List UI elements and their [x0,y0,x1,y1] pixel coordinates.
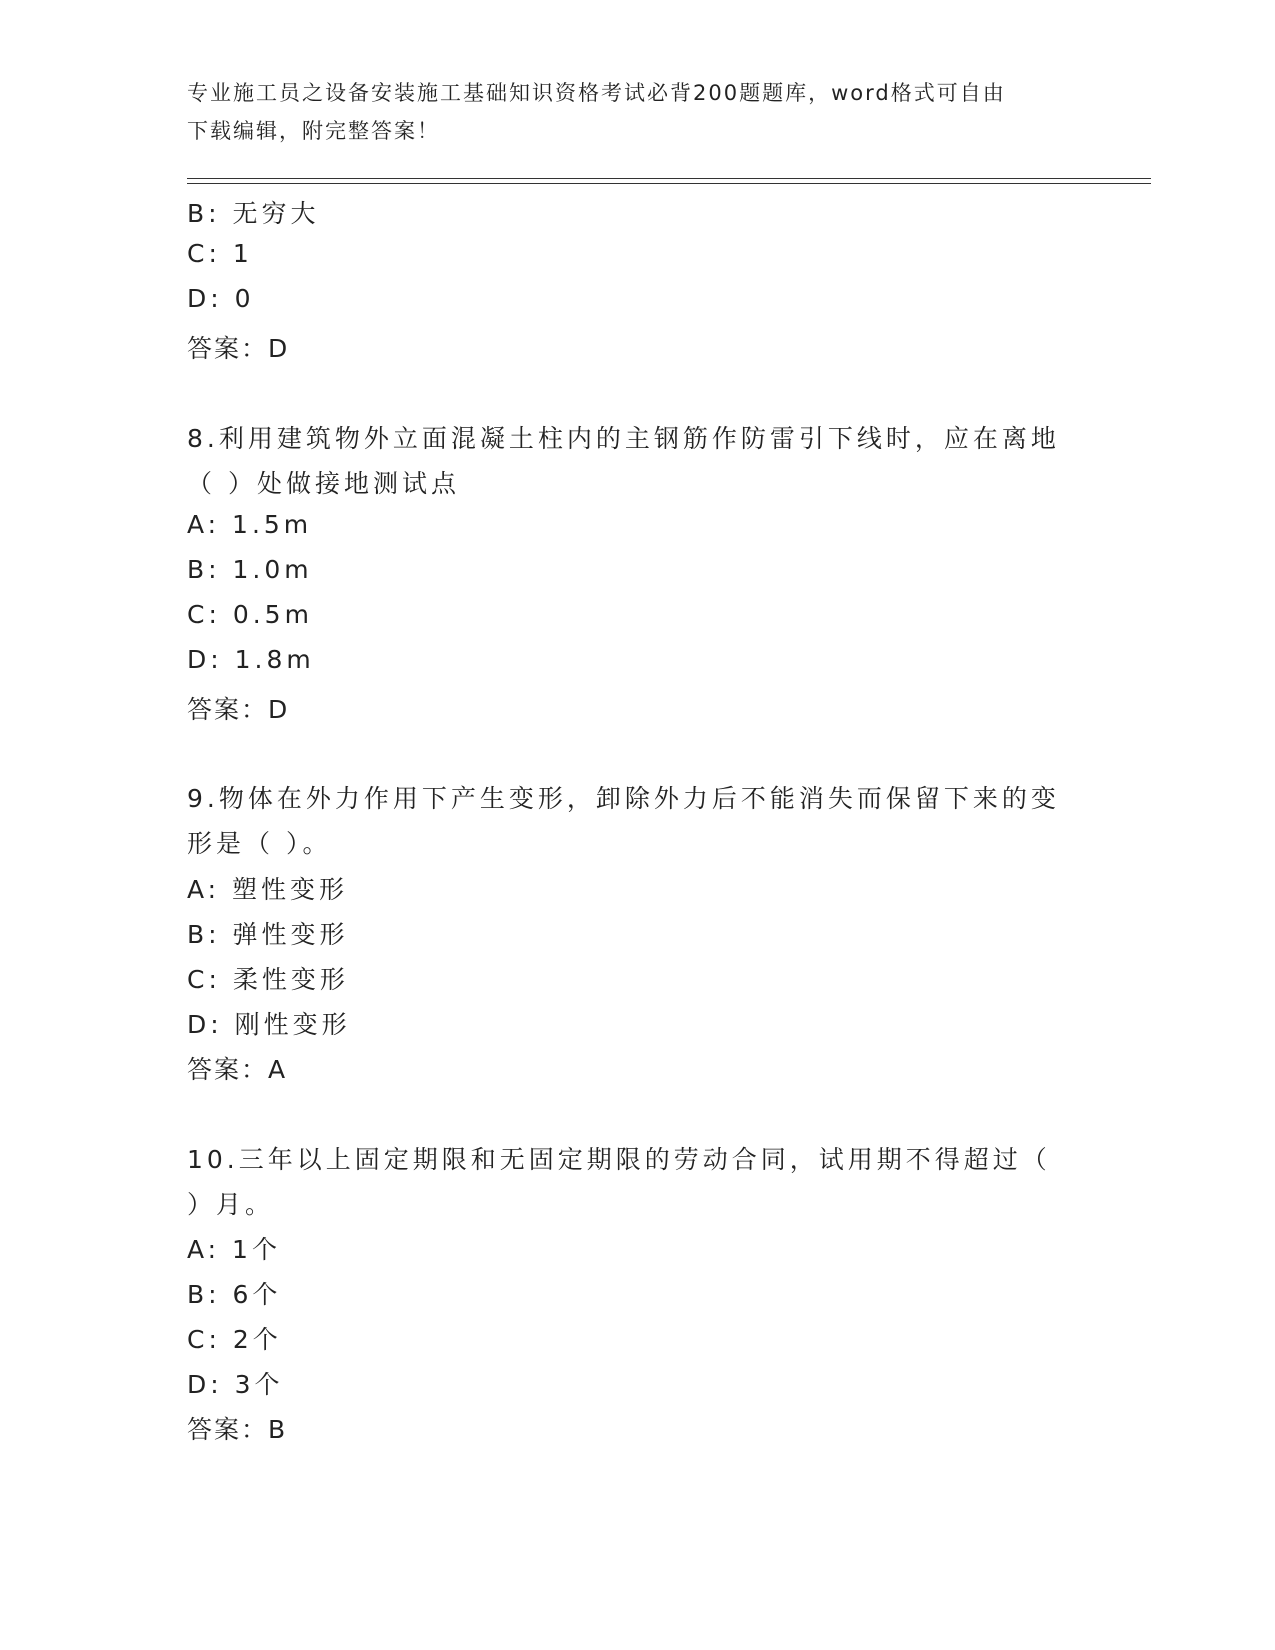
q8-stem-line-1: 8.利用建筑物外立面混凝土柱内的主钢筋作防雷引下线时，应在离地 [187,424,1060,453]
q10-option-c: C: 2个 [187,1325,282,1354]
q8-stem-line-2: （ ）处做接地测试点 [187,469,460,498]
q9-option-c: C: 柔性变形 [187,965,349,994]
header-line-1: 专业施工员之设备安装施工基础知识资格考试必背200题题库，word格式可自由 [187,81,1006,105]
q9-option-d: D: 刚性变形 [187,1010,351,1039]
q8-option-c: C: 0.5m [187,600,313,629]
q7-option-c: C: 1 [187,239,253,268]
q8-option-b: B: 1.0m [187,555,313,584]
q9-option-a: A: 塑性变形 [187,875,349,904]
q7-answer: 答案：D [187,334,290,363]
header-divider-top [187,178,1151,179]
header-line-2: 下载编辑，附完整答案！ [187,119,440,143]
q10-option-b: B: 6个 [187,1280,282,1309]
q7-option-d: D: 0 [187,284,255,313]
q10-answer: 答案：B [187,1415,288,1444]
q8-answer: 答案：D [187,695,290,724]
q8-option-d: D: 1.8m [187,645,315,674]
header-divider-bottom [187,183,1151,184]
q10-stem-line-1: 10.三年以上固定期限和无固定期限的劳动合同，试用期不得超过（ [187,1145,1051,1174]
q10-option-a: A: 1个 [187,1235,281,1264]
q8-option-a: A: 1.5m [187,510,313,539]
document-header [187,74,1067,150]
q9-stem-line-2: 形是（ ）。 [187,829,332,858]
q9-option-b: B: 弹性变形 [187,920,349,949]
q9-answer: 答案：A [187,1055,288,1084]
q10-option-d: D: 3个 [187,1370,284,1399]
q9-stem-line-1: 9.物体在外力作用下产生变形，卸除外力后不能消失而保留下来的变 [187,784,1060,813]
q7-option-b: B: 无穷大 [187,199,320,228]
q10-stem-line-2: ）月。 [187,1190,275,1219]
